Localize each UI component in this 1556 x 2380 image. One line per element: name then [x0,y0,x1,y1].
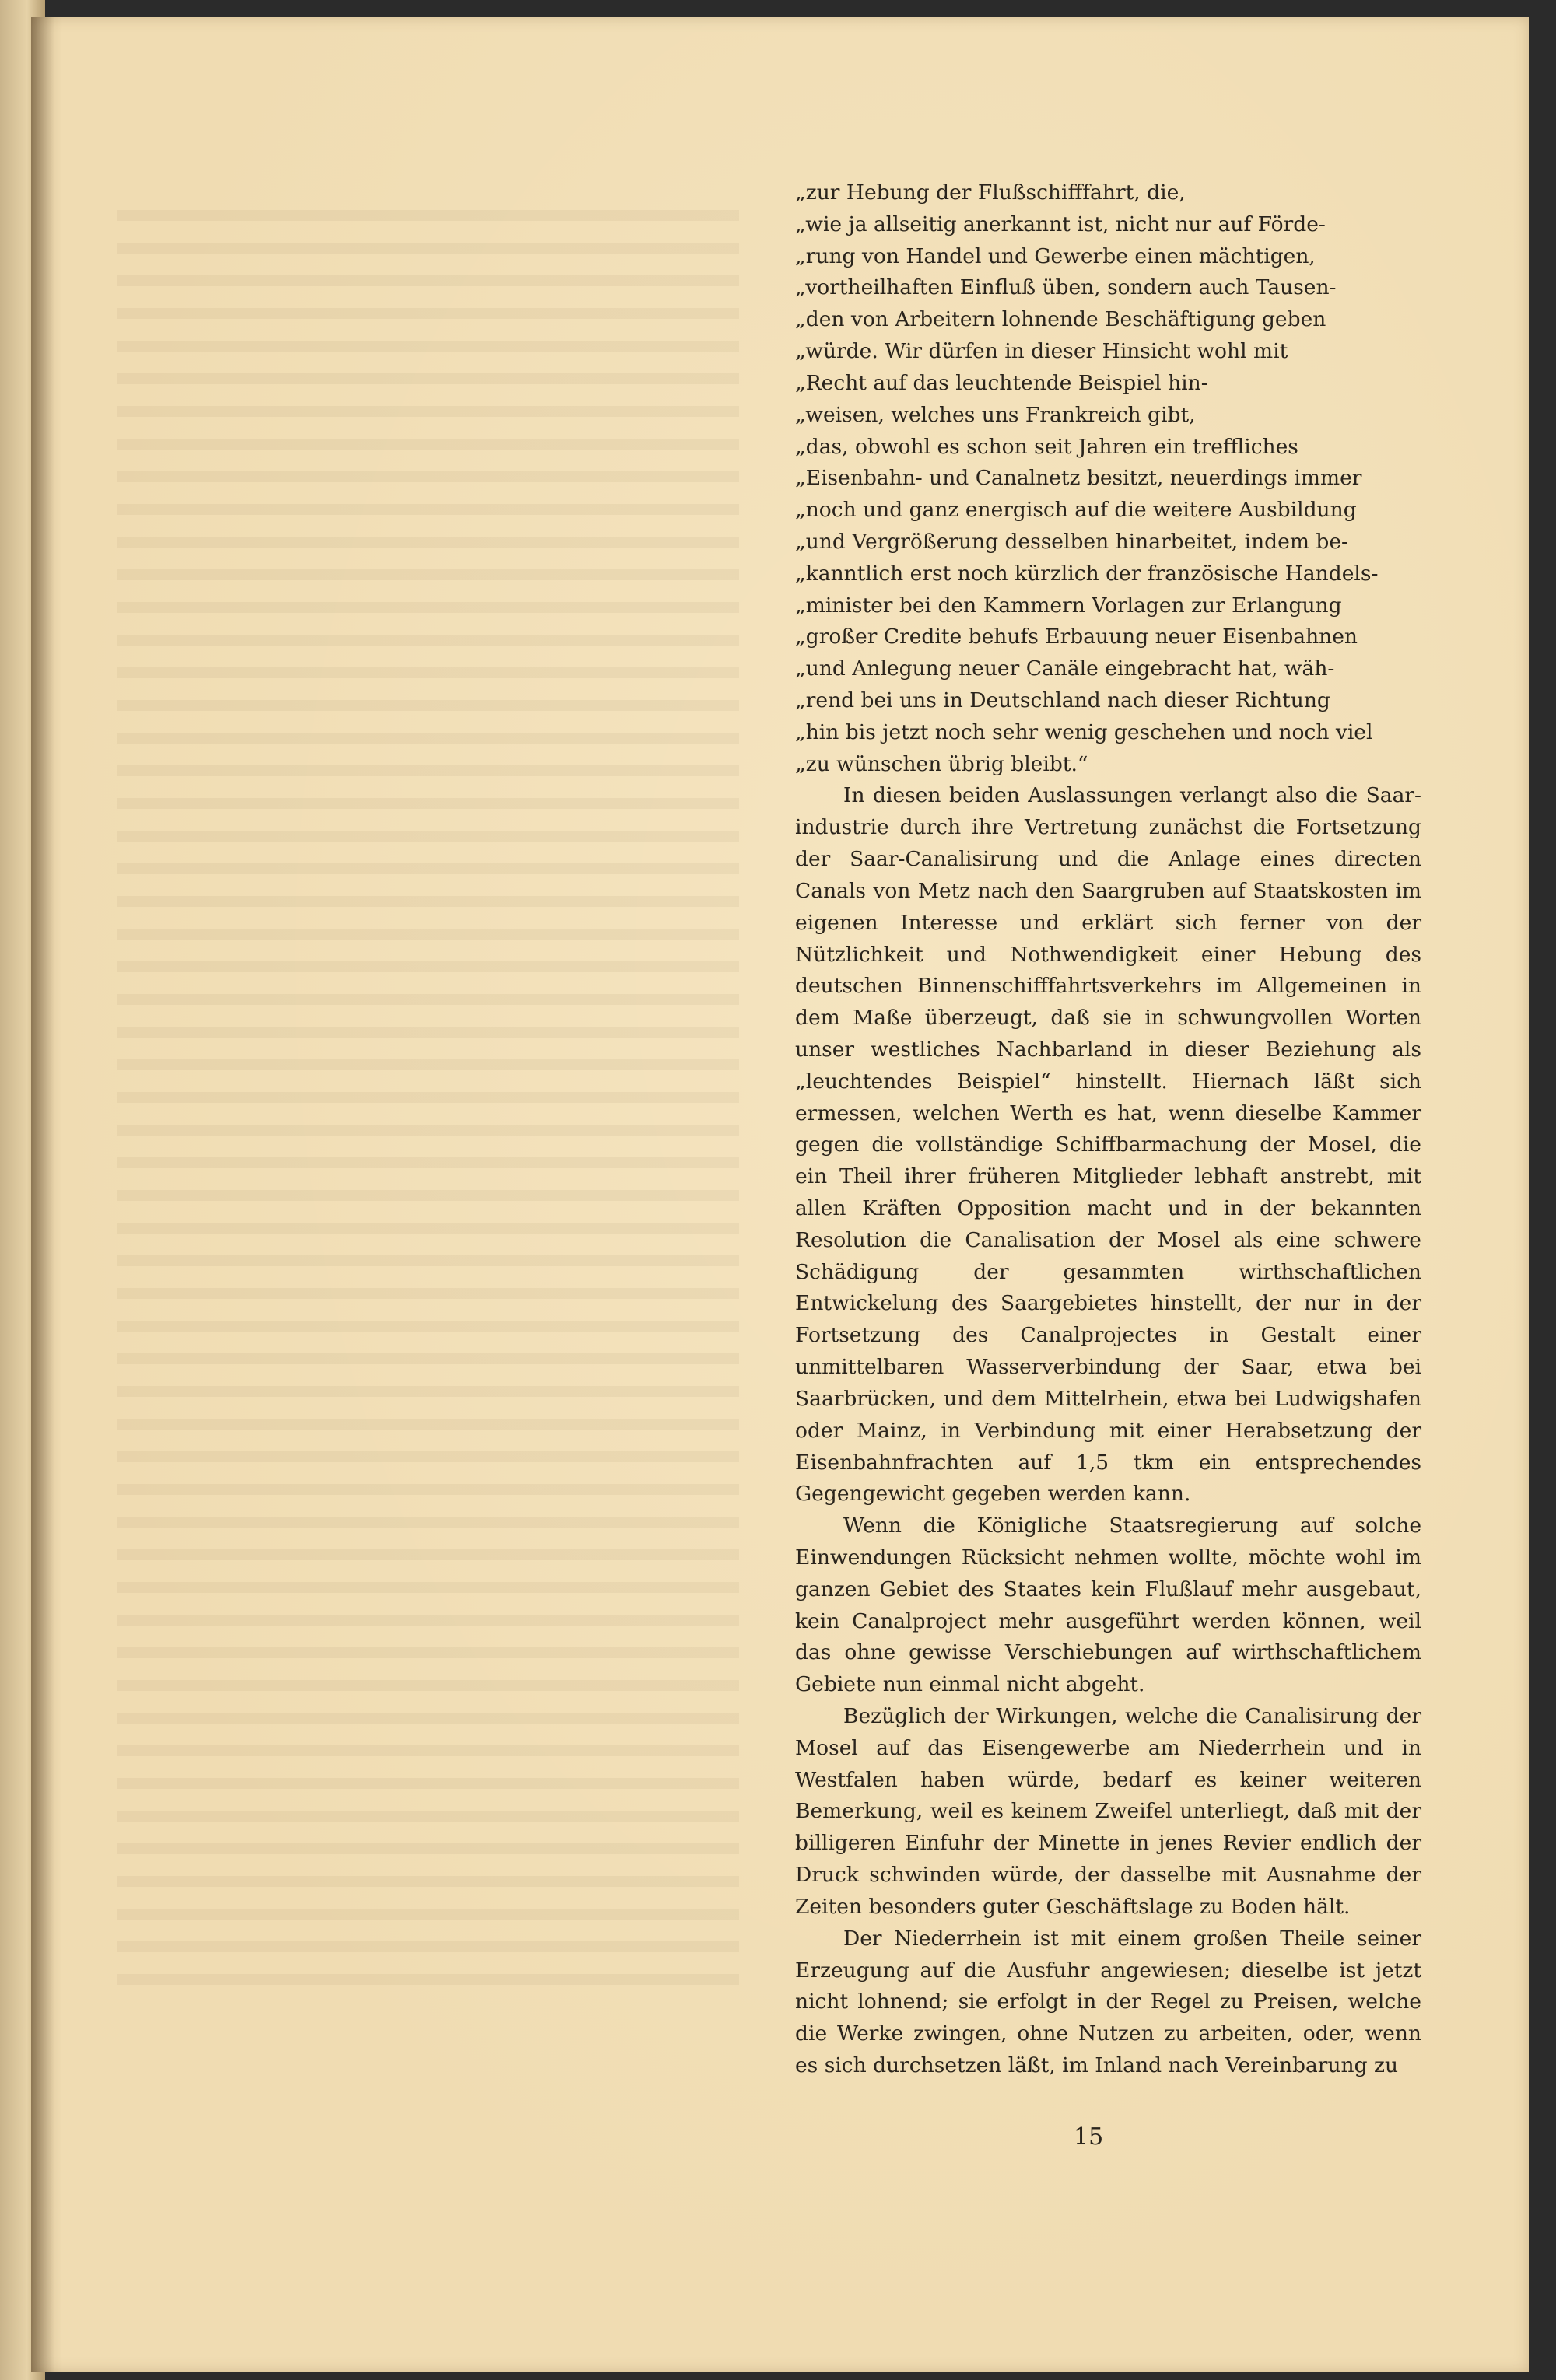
body-paragraph: Der Niederrhein ist mit einem großen Theile seiner Erzeugung auf die Ausfuhr angewiesen; dieselbe ist jetzt nicht lohnend; sie erfolgt in der Regel zu Preisen, welche die Werke zwingen, ohne Nutzen zu arbeiten, oder, wenn es sich durchsetzen läßt, im Inland nach Vereinbarung zu [795,1926,1421,2077]
quote-line: „weisen, welches uns Frankreich gibt, [795,402,1196,427]
quote-line: „wie ja allseitig anerkannt ist, nicht nur auf Förde- [795,212,1326,236]
quote-line: „Recht auf das leuchtende Beispiel hin- [795,370,1208,395]
quote-line: „würde. Wir dürfen in dieser Hinsicht wohl mit [795,339,1288,364]
body-paragraph: Bezüglich der Wirkungen, welche die Canalisirung der Mosel auf das Eisengewerbe am Niederrhein und in Westfalen haben würde, bedarf es keiner weiteren Bemerkung, weil es keinem Zweifel unterliegt, daß mit der billigeren Einfuhr der Minette in jenes Revier endlich der Druck schwinden würde, der dasselbe mit Ausnahme der Zeiten besonders guter Geschäftslage zu Boden hält. [795,1704,1421,1919]
quote-line: „und Anlegung neuer Canäle eingebracht hat, wäh- [795,656,1335,681]
quote-line: „minister bei den Kammern Vorlagen zur Erlangung [795,593,1342,618]
quote-line: „rend bei uns in Deutschland nach dieser Richtung [795,688,1330,712]
quote-line: „rung von Handel und Gewerbe einen mächtigen, [795,243,1316,268]
quote-line: „zu wünschen übrig bleibt.“ [795,751,1088,776]
quote-line: „und Vergrößerung desselben hinarbeitet, indem be- [795,529,1348,554]
quote-line: „Eisenbahn- und Canalnetz besitzt, neuerdings immer [795,466,1362,491]
text-column [795,177,1421,2082]
quote-line: „das, obwohl es schon seit Jahren ein treffliches [795,434,1298,459]
quote-line: „hin bis jetzt noch sehr wenig geschehen und noch viel [795,719,1373,744]
quote-line: „kanntlich erst noch kürzlich der französische Handels- [795,561,1379,586]
quote-line: „zur Hebung der Flußschifffahrt, die, [795,180,1186,205]
gutter-shadow [31,17,54,2372]
quote-line: „den von Arbeitern lohnende Beschäftigung geben [795,307,1326,332]
show-through-text [117,210,739,1999]
quotation-block [795,177,1421,780]
body-paragraph: In diesen beiden Auslassungen verlangt also die Saar-industrie durch ihre Vertretung zunächst die Fortsetzung der Saar-Canalisirung und die Anlage eines directen Canals von Metz nach den Saargruben auf Staatskosten im eigenen Interesse und erklärt sich ferner von der Nützlichkeit und Nothwendigkeit einer Hebung des deutschen Binnenschifffahrtsverkehrs im Allgemeinen in dem Maße überzeugt, daß sie in schwungvollen Worten unser westliches Nachbarland in dieser Beziehung als „leuchtendes Beispiel“ hinstellt. Hiernach läßt sich ermessen, welchen Werth es hat, wenn dieselbe Kammer gegen die vollständige Schiffbarmachung der Mosel, die ein Theil ihrer früheren Mitglieder lebhaft anstrebt, mit allen Kräften Opposition macht und in der bekannten Resolution die Canalisation der Mosel als eine schwere Schädigung der gesammten wirthschaftlichen Entwickelung des Saargebietes hinstellt, der nur in der Fortsetzung des Canalprojectes in Gestalt einer unmittelbaren Wasserverbindung der Saar, etwa bei Saarbrücken, und dem Mittelrhein, etwa bei Ludwigshafen oder Mainz, in Verbindung mit einer Herabsetzung der Eisenbahnfrachten auf 1,5 tkm ein entsprechendes Gegengewicht gegeben werden kann. [795,783,1421,1507]
quote-line: „vortheilhaften Einfluß üben, sondern auch Tausen- [795,275,1337,300]
quote-line: „noch und ganz energisch auf die weitere Ausbildung [795,498,1357,523]
quote-line: „großer Credite behufs Erbauung neuer Eisenbahnen [795,625,1358,649]
body-paragraph: Wenn die Königliche Staatsregierung auf solche Einwendungen Rücksicht nehmen wollte, möchte wohl im ganzen Gebiet des Staates kein Flußlauf mehr ausgebaut, kein Canalproject mehr ausgeführt werden können, weil das ohne gewisse Verschiebungen auf wirthschaftlichem Gebiete nun einmal nicht abgeht. [795,1514,1421,1697]
page-number: 15 [1074,2123,1104,2151]
